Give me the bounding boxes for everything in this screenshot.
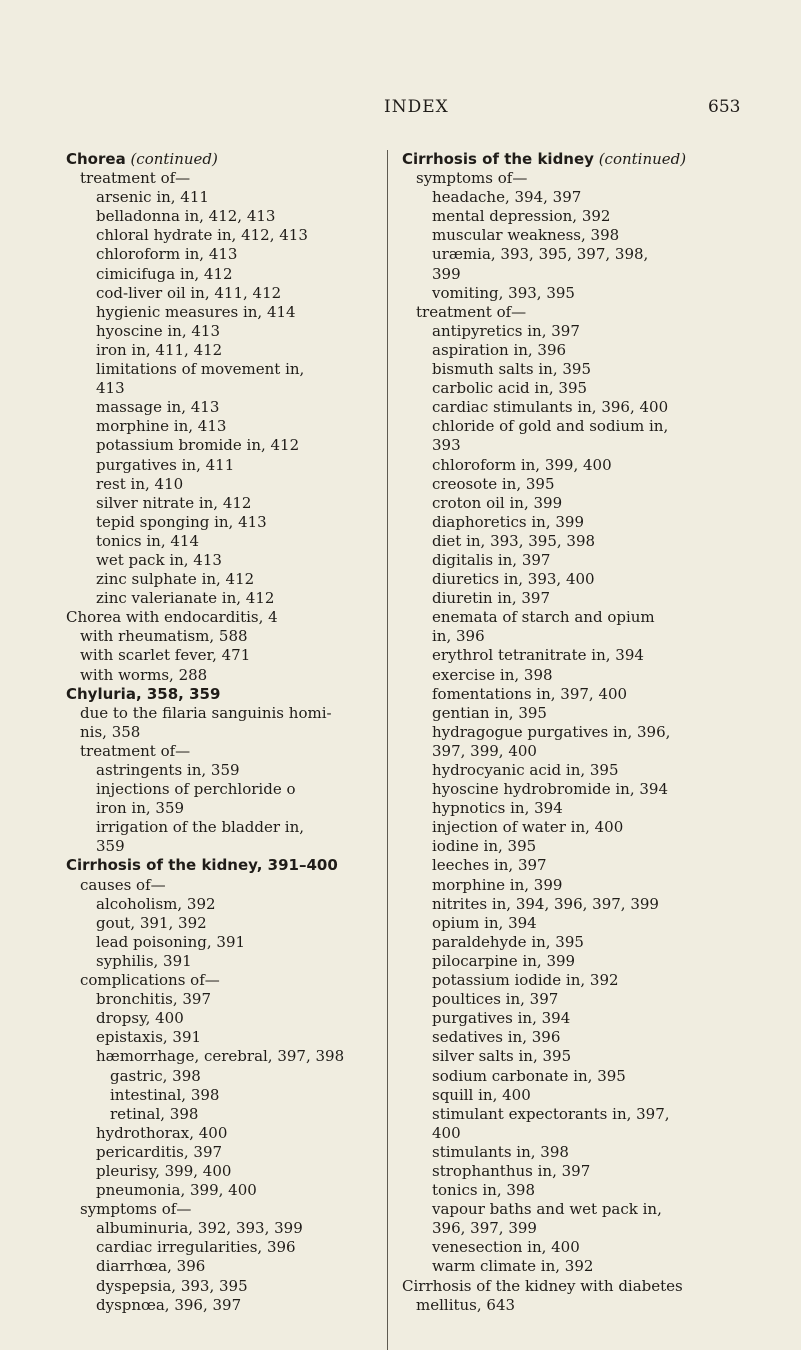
index-entry <box>402 456 748 475</box>
index-entry <box>66 1277 396 1296</box>
continued-note: (continued) <box>125 150 218 168</box>
index-entry <box>402 1086 748 1105</box>
index-entry <box>66 799 396 818</box>
index-entry <box>66 627 396 646</box>
entry-text: stimulant expectorants in, 397, <box>432 1104 670 1123</box>
entry-text: bismuth salts in, 395 <box>432 360 591 379</box>
index-entry <box>66 169 396 188</box>
entry-text: 396, 397, 399 <box>432 1219 537 1238</box>
entry-text: squill in, 400 <box>432 1085 531 1104</box>
entry-text: diarrhœa, 396 <box>96 1257 206 1276</box>
entry-text: pilocarpine in, 399 <box>432 951 576 970</box>
entry-text: iodine in, 395 <box>432 837 537 856</box>
index-entry <box>402 417 748 436</box>
entry-text: alcoholism, 392 <box>96 894 216 913</box>
index-entry <box>66 284 396 303</box>
index-entry <box>402 303 748 322</box>
entry-text: zinc valerianate in, 412 <box>96 589 275 608</box>
index-entry <box>402 379 748 398</box>
index-entry <box>66 837 396 856</box>
index-entry <box>66 570 396 589</box>
entry-text: hydrocyanic acid in, 395 <box>432 761 619 779</box>
index-entry <box>402 742 748 761</box>
index-entry <box>402 646 748 665</box>
index-entry <box>66 379 396 398</box>
entry-text: croton oil in, 399 <box>432 493 563 512</box>
entry-text: diaphoretics in, 399 <box>432 512 584 531</box>
entry-text: irrigation of the bladder in, <box>96 818 305 837</box>
entry-text: antipyretics in, 397 <box>432 321 580 340</box>
entry-text: vomiting, 393, 395 <box>432 283 575 302</box>
index-entry <box>66 207 396 226</box>
entry-text: pleurisy, 399, 400 <box>96 1161 232 1180</box>
index-entry <box>66 914 396 933</box>
index-entry <box>402 1257 748 1276</box>
page-number: 653 <box>708 97 741 117</box>
index-entry <box>402 1047 748 1066</box>
entry-text: hyoscine hydrobromide in, 394 <box>432 780 669 799</box>
entry-text: pericarditis, 397 <box>96 1142 223 1161</box>
index-entry <box>66 971 396 990</box>
entry-text: enemata of starch and opium <box>432 608 655 627</box>
entry-text: chloral hydrate in, 412, 413 <box>96 226 308 245</box>
entry-text: aspiration in, 396 <box>432 340 567 359</box>
entry-text: dyspepsia, 393, 395 <box>96 1276 248 1295</box>
entry-text: 413 <box>96 379 125 398</box>
index-heading <box>402 150 748 169</box>
index-entry <box>66 1124 396 1143</box>
index-entry <box>402 990 748 1009</box>
index-entry <box>66 436 396 455</box>
index-entry <box>66 456 396 475</box>
index-entry <box>66 876 396 895</box>
index-entry <box>66 245 396 264</box>
entry-text: venesection in, 400 <box>432 1238 580 1257</box>
entry-text: fomentations in, 397, 400 <box>432 684 628 703</box>
entry-text: tepid sponging in, 413 <box>96 512 267 531</box>
entry-text: retinal, 398 <box>110 1104 199 1123</box>
entry-text: cardiac irregularities, 396 <box>96 1238 296 1257</box>
entry-text: headache, 394, 397 <box>432 188 582 207</box>
entry-text: creosote in, 395 <box>432 474 555 493</box>
running-title: INDEX <box>384 97 449 117</box>
entry-text: 400 <box>432 1123 461 1142</box>
index-entry <box>66 494 396 513</box>
entry-text: carbolic acid in, 395 <box>432 379 588 398</box>
index-entry <box>402 1028 748 1047</box>
entry-text: tonics in, 398 <box>432 1181 536 1200</box>
index-entry <box>66 188 396 207</box>
index-entry <box>402 1296 748 1315</box>
entry-text: nitrites in, 394, 396, 397, 399 <box>432 894 659 913</box>
index-entry <box>66 742 396 761</box>
index-column-right <box>402 150 748 1315</box>
index-entry <box>402 284 748 303</box>
entry-text: injections of perchloride o <box>96 780 296 799</box>
index-entry <box>66 761 396 780</box>
entry-text: digitalis in, 397 <box>432 550 551 569</box>
entry-text: morphine in, 399 <box>432 875 563 894</box>
index-entry <box>66 1296 396 1315</box>
entry-text: cimicifuga in, 412 <box>96 264 233 283</box>
index-entry <box>402 1181 748 1200</box>
page-header <box>0 97 801 121</box>
index-entry <box>402 818 748 837</box>
index-entry <box>402 837 748 856</box>
index-entry <box>66 1067 396 1086</box>
entry-text: sedatives in, 396 <box>432 1028 561 1047</box>
index-entry <box>66 990 396 1009</box>
index-entry <box>66 952 396 971</box>
index-entry <box>66 475 396 494</box>
entry-text: potassium iodide in, 392 <box>432 971 619 990</box>
entry-text: strophanthus in, 397 <box>432 1161 591 1180</box>
index-entry <box>66 398 396 417</box>
index-entry <box>402 780 748 799</box>
entry-text: 359 <box>96 837 125 856</box>
index-heading <box>66 150 396 169</box>
index-entry <box>402 895 748 914</box>
index-entry <box>66 417 396 436</box>
entry-text: treatment of— <box>416 302 527 321</box>
index-entry <box>402 1219 748 1238</box>
index-entry <box>402 570 748 589</box>
entry-text: chloroform in, 399, 400 <box>432 455 612 474</box>
index-column-left <box>66 150 396 1315</box>
entry-text: limitations of movement in, <box>96 360 305 379</box>
index-entry <box>66 1028 396 1047</box>
entry-text: erythrol tetranitrate in, 394 <box>432 646 644 665</box>
entry-text: intestinal, 398 <box>110 1085 220 1104</box>
index-entry <box>66 1238 396 1257</box>
entry-text: treatment of— <box>80 741 191 760</box>
index-entry <box>402 914 748 933</box>
index-entry <box>66 1257 396 1276</box>
entry-text: arsenic in, 411 <box>96 188 209 207</box>
index-entry <box>402 1009 748 1028</box>
entry-text: 399 <box>432 264 461 283</box>
entry-text: Cirrhosis of the kidney, 391–400 <box>66 856 338 875</box>
entry-text: due to the filaria sanguinis homi- <box>80 703 332 722</box>
index-entry <box>66 723 396 742</box>
entry-text: muscular weakness, 398 <box>432 226 620 245</box>
index-entry <box>66 818 396 837</box>
entry-text: nis, 358 <box>80 722 141 741</box>
entry-text: hygienic measures in, 414 <box>96 302 296 321</box>
entry-text: dropsy, 400 <box>96 1009 184 1028</box>
entry-text: symptoms of— <box>80 1200 192 1219</box>
index-entry <box>402 1105 748 1124</box>
index-entry <box>402 1143 748 1162</box>
index-entry <box>402 933 748 952</box>
index-entry <box>402 952 748 971</box>
index-heading <box>66 856 396 875</box>
entry-text: tonics in, 414 <box>96 531 200 550</box>
index-entry <box>66 1086 396 1105</box>
index-entry <box>66 1162 396 1181</box>
index-entry <box>402 169 748 188</box>
entry-text: gout, 391, 392 <box>96 913 207 932</box>
index-heading <box>66 685 396 704</box>
index-entry <box>66 226 396 245</box>
index-entry <box>402 322 748 341</box>
index-entry <box>402 971 748 990</box>
index-entry <box>66 780 396 799</box>
index-entry <box>402 226 748 245</box>
entry-text: uræmia, 393, 395, 397, 398, <box>432 245 649 264</box>
index-entry <box>402 1238 748 1257</box>
index-entry <box>66 1047 396 1066</box>
index-entry <box>66 303 396 322</box>
entry-text: mental depression, 392 <box>432 207 611 226</box>
index-entry <box>66 608 396 627</box>
index-entry <box>402 398 748 417</box>
entry-text: in, 396 <box>432 627 485 646</box>
entry-text: morphine in, 413 <box>96 417 227 436</box>
index-entry <box>66 1105 396 1124</box>
entry-text: opium in, 394 <box>432 913 537 932</box>
index-entry <box>402 436 748 455</box>
index-entry <box>66 513 396 532</box>
index-entry <box>402 360 748 379</box>
entry-text: paraldehyde in, 395 <box>432 932 584 951</box>
entry-text: albuminuria, 392, 393, 399 <box>96 1219 303 1238</box>
entry-text: purgatives in, 394 <box>432 1009 571 1028</box>
entry-text: hyoscine in, 413 <box>96 321 220 340</box>
entry-text: Chyluria, 358, 359 <box>66 684 221 703</box>
index-entry <box>66 1143 396 1162</box>
entry-text: diuretin in, 397 <box>432 589 550 608</box>
index-entry <box>402 551 748 570</box>
entry-text: complications of— <box>80 971 220 990</box>
entry-text: iron in, 359 <box>96 799 185 818</box>
entry-text: warm climate in, 392 <box>432 1257 594 1276</box>
entry-text: stimulants in, 398 <box>432 1142 569 1161</box>
entry-text: with rheumatism, 588 <box>80 627 248 646</box>
entry-text: treatment of— <box>80 169 191 188</box>
entry-text: symptoms of— <box>416 169 528 188</box>
entry-text: diuretics in, 393, 400 <box>432 570 595 589</box>
index-entry <box>66 704 396 723</box>
index-entry <box>402 627 748 646</box>
entry-text: causes of— <box>80 875 166 894</box>
entry-text: wet pack in, 413 <box>96 550 222 569</box>
index-entry <box>66 551 396 570</box>
entry-text: 397, 399, 400 <box>432 741 537 760</box>
index-entry <box>402 494 748 513</box>
entry-text: astringents in, 359 <box>96 761 240 779</box>
entry-text: gastric, 398 <box>110 1066 201 1085</box>
index-entry <box>402 1162 748 1181</box>
entry-text: lead poisoning, 391 <box>96 932 246 951</box>
entry-text: leeches in, 397 <box>432 856 547 875</box>
index-entry <box>402 1200 748 1219</box>
entry-text: hydrothorax, 400 <box>96 1123 228 1142</box>
entry-text: massage in, 413 <box>96 398 220 417</box>
index-entry <box>402 188 748 207</box>
index-entry <box>402 761 748 780</box>
index-entry <box>66 1219 396 1238</box>
entry-text: chloride of gold and sodium in, <box>432 417 669 436</box>
index-entry <box>402 589 748 608</box>
entry-text: potassium bromide in, 412 <box>96 436 300 455</box>
index-entry <box>66 341 396 360</box>
entry-text: pneumonia, 399, 400 <box>96 1181 257 1200</box>
entry-text: hydragogue purgatives in, 396, <box>432 722 671 741</box>
index-entry <box>402 876 748 895</box>
entry-text: bronchitis, 397 <box>96 990 212 1009</box>
index-entry <box>402 666 748 685</box>
entry-text: sodium carbonate in, 395 <box>432 1066 626 1085</box>
entry-text: silver nitrate in, 412 <box>96 493 252 512</box>
index-entry <box>402 704 748 723</box>
index-entry <box>66 1200 396 1219</box>
entry-text: gentian in, 395 <box>432 703 547 722</box>
index-entry <box>402 799 748 818</box>
entry-text: poultices in, 397 <box>432 990 559 1009</box>
entry-text: vapour baths and wet pack in, <box>432 1200 662 1219</box>
entry-text: chloroform in, 413 <box>96 245 238 264</box>
index-entry <box>402 1067 748 1086</box>
entry-text: cod-liver oil in, 411, 412 <box>96 283 282 302</box>
entry-text: injection of water in, 400 <box>432 818 624 837</box>
entry-text: iron in, 411, 412 <box>96 340 223 359</box>
index-entry <box>402 1124 748 1143</box>
index-entry <box>402 856 748 875</box>
index-entry <box>402 723 748 742</box>
index-entry <box>402 513 748 532</box>
index-entry <box>66 895 396 914</box>
index-entry <box>66 666 396 685</box>
entry-text: hypnotics in, 394 <box>432 799 563 818</box>
index-entry <box>66 265 396 284</box>
entry-text: exercise in, 398 <box>432 665 553 684</box>
entry-text: with scarlet fever, 471 <box>80 646 251 665</box>
continued-note: (continued) <box>593 150 687 168</box>
index-entry <box>402 475 748 494</box>
entry-text: rest in, 410 <box>96 474 184 493</box>
entry-text: Chorea with endocarditis, 4 <box>66 608 278 627</box>
index-entry <box>402 341 748 360</box>
index-entry <box>66 933 396 952</box>
entry-text: belladonna in, 412, 413 <box>96 207 276 226</box>
index-entry <box>402 1277 748 1296</box>
index-entry <box>402 608 748 627</box>
index-entry <box>402 685 748 704</box>
index-entry <box>402 265 748 284</box>
index-entry <box>402 532 748 551</box>
index-entry <box>66 360 396 379</box>
entry-text: Chorea <box>66 150 126 168</box>
entry-text: 393 <box>432 436 461 455</box>
entry-text: silver salts in, 395 <box>432 1047 572 1066</box>
entry-text: dyspnœa, 396, 397 <box>96 1295 242 1314</box>
entry-text: mellitus, 643 <box>416 1295 516 1314</box>
index-entry <box>66 589 396 608</box>
index-entry <box>402 245 748 264</box>
entry-text: syphilis, 391 <box>96 951 192 970</box>
entry-text: with worms, 288 <box>80 665 208 684</box>
index-entry <box>402 207 748 226</box>
entry-text: purgatives in, 411 <box>96 455 235 474</box>
entry-text: hæmorrhage, cerebral, 397, 398 <box>96 1047 345 1066</box>
entry-text: epistaxis, 391 <box>96 1028 202 1047</box>
entry-text: zinc sulphate in, 412 <box>96 570 255 589</box>
index-entry <box>66 322 396 341</box>
entry-text: cardiac stimulants in, 396, 400 <box>432 398 669 417</box>
index-entry <box>66 1009 396 1028</box>
entry-text: Cirrhosis of the kidney with diabetes <box>402 1276 683 1295</box>
index-entry <box>66 1181 396 1200</box>
index-entry <box>66 532 396 551</box>
entry-text: diet in, 393, 395, 398 <box>432 531 596 550</box>
entry-text: Cirrhosis of the kidney <box>402 150 594 168</box>
index-entry <box>66 646 396 665</box>
column-divider <box>387 150 388 1350</box>
